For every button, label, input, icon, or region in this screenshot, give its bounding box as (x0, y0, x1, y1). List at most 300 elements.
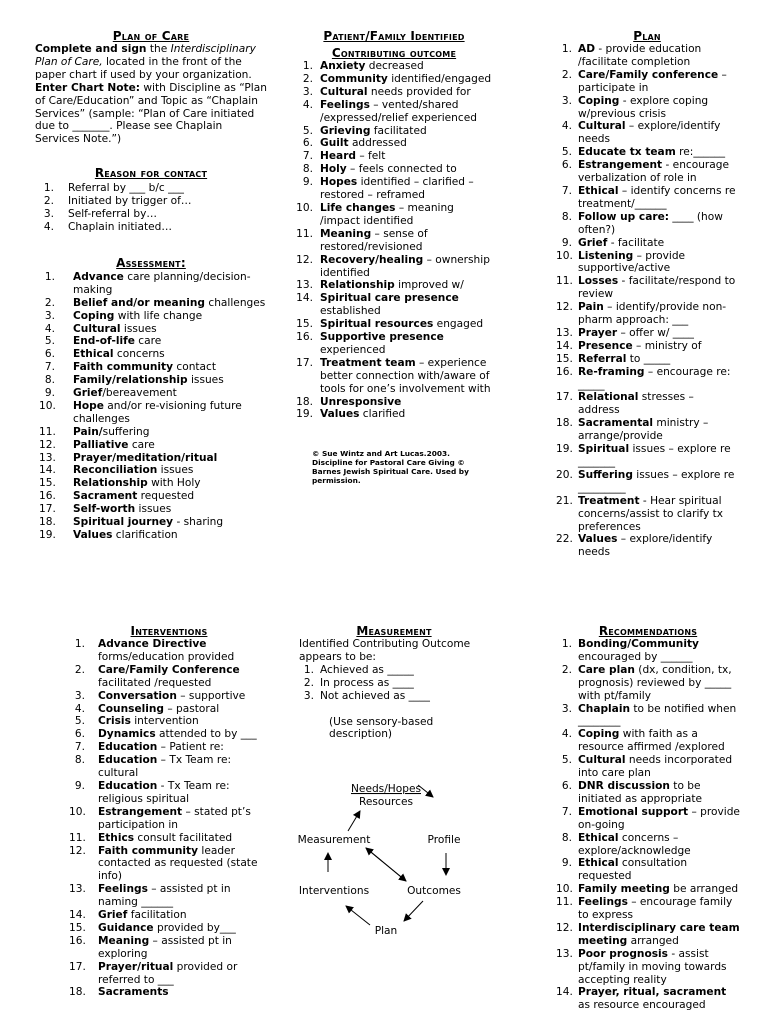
item-keyword: Reconciliation (73, 464, 158, 477)
item-text (73, 439, 267, 452)
plan-item (556, 443, 738, 469)
item-keyword: Cultural (578, 120, 626, 133)
item-detail: - Hear spiritual concerns/assist to clarify tx preferences (578, 494, 724, 533)
item-text (98, 754, 269, 780)
item-keyword: Prayer/meditation/ritual (73, 451, 218, 464)
outcome-item (296, 137, 492, 150)
item-detail: ministry – arrange/provide (578, 417, 709, 443)
item-detail: – experience better connection with/aware of tools for one’s involvement with (320, 356, 491, 395)
item-keyword: Prayer, ritual, sacrament (578, 986, 727, 999)
assessment-item (35, 400, 267, 426)
item-keyword: Ethics (98, 831, 135, 844)
item-keyword: Values (73, 529, 113, 541)
item-text (578, 211, 738, 237)
item-keyword: Guilt (320, 137, 349, 150)
item-keyword: Education (98, 741, 158, 754)
recommendations-item (556, 883, 740, 896)
item-number: 18. (296, 395, 313, 408)
item-number: 1. (43, 182, 54, 195)
item-number: 13. (556, 326, 573, 339)
item-number: 8. (302, 163, 313, 176)
item-number: 19. (296, 408, 313, 421)
measurement-item (296, 664, 492, 677)
item-keyword: Coping (578, 94, 620, 107)
plan-item (556, 237, 738, 250)
item-number: 2. (561, 663, 572, 676)
item-text (578, 857, 740, 883)
item-number: 21. (556, 494, 573, 507)
item-text (320, 202, 492, 228)
cycle-outcomes-label: Outcomes (407, 885, 461, 897)
outcome-item (296, 60, 492, 73)
item-keyword: Recovery/healing (320, 253, 424, 266)
item-text (578, 301, 738, 327)
item-detail: encouraged by ______ (578, 650, 693, 663)
item-number: 14. (556, 339, 573, 352)
plan-item (556, 185, 738, 211)
item-detail: - explore coping w/previous crisis (578, 94, 709, 120)
item-text (98, 780, 269, 806)
item-keyword: End-of-life (73, 335, 135, 348)
item-text (578, 340, 738, 353)
item-text (578, 391, 738, 417)
item-number: 1. (561, 638, 572, 650)
interventions-item (69, 832, 269, 845)
item-detail: with Holy (147, 477, 201, 490)
item-keyword: Self-worth (73, 503, 136, 516)
item-detail: /bereavement (102, 387, 177, 400)
item-keyword: Ethical (578, 857, 619, 870)
item-number: 16. (69, 934, 86, 947)
plan-item (556, 495, 738, 534)
plan-item (556, 301, 738, 327)
plan-list (556, 43, 738, 559)
assessment-item (35, 348, 267, 361)
interventions-item (69, 806, 269, 832)
recommendations-item (556, 754, 740, 780)
interventions-item (69, 922, 269, 935)
item-detail: – supportive (176, 689, 246, 702)
item-keyword: Spiritual journey (73, 516, 174, 529)
item-number: 5. (74, 715, 85, 728)
item-number: 15. (556, 352, 573, 365)
item-text: Self-referral by… (68, 208, 157, 221)
item-keyword: Spiritual resources (320, 318, 434, 331)
item-text (578, 638, 740, 664)
assessment-item (35, 374, 267, 387)
item-text (320, 163, 492, 176)
recommendations-item (556, 728, 740, 754)
item-number: 10. (39, 399, 56, 412)
item-keyword: Sacrament (73, 490, 138, 503)
item-number: 22. (556, 533, 573, 546)
item-detail: identified – clarified –restored – reframed (320, 176, 474, 202)
item-number: 18. (39, 516, 56, 529)
recommendations-item (556, 948, 740, 987)
item-detail: - encourage verbalization of role in (578, 159, 730, 185)
item-number: 2. (44, 296, 55, 309)
recommendations-heading: Recommendations (598, 624, 698, 638)
item-text (73, 464, 267, 477)
outcome-item (296, 318, 492, 331)
item-detail: – Patient re: (157, 741, 224, 754)
item-detail: – sense of restored/revisioned (320, 227, 428, 253)
item-detail: consult facilitated (134, 831, 233, 844)
plan-item (556, 533, 738, 559)
interventions-item (69, 638, 269, 664)
item-number: 13. (296, 279, 313, 292)
item-text (73, 361, 267, 374)
item-text (98, 909, 269, 922)
item-number: 15. (69, 921, 86, 934)
reason-item (35, 208, 267, 221)
item-keyword: Meaning (98, 934, 150, 947)
item-keyword: Sacraments (98, 986, 169, 999)
item-detail: – meaning /impact identified (320, 201, 454, 227)
item-keyword: Treatment (578, 494, 640, 507)
item-number: 12. (39, 438, 56, 451)
item-number: 14. (556, 986, 573, 999)
item-keyword: Prayer/ritual (98, 960, 174, 973)
item-detail: issues (157, 464, 194, 477)
item-detail: challenges (205, 296, 266, 309)
plan-of-care-heading: Plan of Care (112, 29, 190, 43)
care-cycle-diagram (290, 775, 490, 940)
item-keyword: Spiritual care presence (320, 292, 459, 305)
item-number: 5. (561, 754, 572, 767)
item-text (320, 228, 492, 254)
item-keyword: Listening (578, 249, 634, 262)
item-detail: – encourage re: _____ (578, 365, 731, 391)
item-keyword: Presence (578, 339, 633, 352)
item-text (578, 664, 740, 703)
item-text (578, 95, 738, 121)
item-text (320, 137, 492, 150)
item-text (320, 279, 492, 292)
interventions-item (69, 986, 269, 999)
interventions-item (69, 741, 269, 754)
recommendations-item (556, 986, 740, 1012)
cycle-plan-label: Plan (374, 925, 398, 937)
item-text (73, 516, 267, 529)
chart-note-instructions (35, 82, 267, 147)
item-detail: – explore/identify needs (578, 533, 713, 559)
outcome-heading-2: Contributing outcome (331, 46, 457, 60)
item-text (320, 318, 492, 331)
assessment-item (35, 464, 267, 477)
item-detail: issues (187, 374, 224, 387)
item-keyword: Hope (73, 399, 104, 412)
item-text: Achieved as _____ (320, 663, 414, 676)
item-keyword: Advance (73, 270, 124, 283)
item-keyword: Family meeting (578, 883, 670, 896)
outcome-list (296, 60, 492, 421)
item-detail: issues (135, 503, 172, 516)
assessment-item (35, 323, 267, 336)
item-text (73, 297, 267, 310)
item-text (98, 728, 269, 741)
item-number: 2. (302, 72, 313, 85)
item-text (578, 703, 740, 729)
item-text (98, 922, 269, 935)
item-keyword: Cultural (578, 754, 626, 767)
item-number: 4. (74, 702, 85, 715)
interventions-item (69, 935, 269, 961)
item-text (578, 883, 740, 896)
chart-note-text: with Discipline as “Plan of Care/Education” and Topic as “Chaplain Services” (sample: “Plan of Care initiated due to _______. Please see Chaplain Services Note.”) (35, 81, 267, 146)
item-detail: leader contacted as requested (state info) (98, 844, 258, 883)
cycle-measurement-label: Measurement (297, 834, 371, 846)
item-text (578, 896, 740, 922)
item-keyword: Community (320, 72, 388, 85)
item-number: 11. (69, 831, 86, 844)
item-number: 12. (556, 301, 573, 314)
item-detail: – pastoral (164, 702, 220, 715)
item-number: 11. (556, 275, 573, 288)
recommendations-item (556, 780, 740, 806)
item-keyword: Coping (578, 728, 620, 741)
item-keyword: Estrangement (98, 805, 183, 818)
item-number: 8. (44, 374, 55, 387)
recommendations-item (556, 806, 740, 832)
reason-item (35, 195, 267, 208)
plan-item (556, 353, 738, 366)
item-detail: suffering (102, 425, 150, 438)
item-detail: issues – explore re _______ (578, 443, 731, 468)
item-text (578, 806, 740, 832)
plan-item (556, 417, 738, 443)
item-number: 1. (74, 638, 85, 650)
recommendations-column (556, 624, 740, 1012)
item-number: 2. (561, 68, 572, 81)
item-number: 4. (43, 220, 54, 233)
item-keyword: Dynamics (98, 728, 156, 741)
item-text (578, 185, 738, 211)
item-detail: facilitated (370, 124, 427, 137)
outcome-item (296, 396, 492, 409)
item-detail: – stated pt’s participation in (98, 805, 251, 831)
measurement-item (296, 690, 492, 703)
plan-item (556, 69, 738, 95)
copyright-note: © Sue Wintz and Art Lucas.2003. Discipline for Pastoral Care Giving © Barnes Jewish Spiritual Care. Used by permission. (312, 449, 469, 486)
item-number: 12. (296, 253, 313, 266)
measurement-list (296, 664, 492, 703)
item-detail: stresses – address (578, 391, 694, 417)
item-keyword: Sacramental (578, 417, 654, 430)
interventions-item (69, 664, 269, 690)
item-keyword: Relationship (320, 279, 395, 292)
item-detail: arranged (627, 934, 679, 947)
item-keyword: Bonding/Community (578, 638, 699, 650)
item-detail: established (320, 305, 381, 318)
item-detail: identified/engaged (387, 72, 492, 85)
assessment-item (35, 490, 267, 503)
item-text (98, 845, 269, 884)
item-text (578, 986, 740, 1012)
recommendations-item (556, 638, 740, 664)
item-detail: - facilitate (607, 236, 665, 249)
item-keyword: Feelings (98, 883, 148, 896)
item-number: 6. (44, 348, 55, 361)
intro-text-a: the (146, 43, 171, 55)
item-number: 15. (296, 318, 313, 331)
item-number: 6. (74, 728, 85, 741)
item-detail: intervention (130, 715, 199, 728)
item-keyword: Meaning (320, 227, 372, 240)
item-keyword: Feelings (578, 896, 628, 909)
item-keyword: Ethical (73, 348, 114, 361)
outcome-item (296, 163, 492, 176)
item-number: 7. (302, 150, 313, 163)
item-detail: – provide on-going (578, 805, 740, 831)
interventions-item (69, 845, 269, 884)
item-text (578, 159, 738, 185)
item-text (73, 323, 267, 336)
item-keyword: Grieving (320, 124, 371, 137)
item-detail: care (134, 335, 162, 348)
item-number: 17. (296, 356, 313, 369)
item-detail: addressed (348, 137, 407, 150)
plan-of-care-column (35, 29, 267, 542)
item-text (578, 922, 740, 948)
item-number: 6. (561, 779, 572, 792)
item-detail: facilitation (127, 909, 187, 922)
item-text (578, 780, 740, 806)
item-keyword: Faith community (98, 844, 199, 857)
item-keyword: Crisis (98, 715, 131, 728)
item-detail: consultation requested (578, 857, 688, 883)
item-text (98, 883, 269, 909)
item-number: 7. (44, 361, 55, 374)
measurement-note: (Use sensory-based description) (329, 715, 434, 741)
item-number: 6. (561, 159, 572, 172)
item-keyword: Cultural (320, 85, 368, 98)
recommendations-list (556, 638, 740, 1012)
assessment-item (35, 310, 267, 323)
item-text (73, 310, 267, 323)
outcome-item (296, 99, 492, 125)
item-text (578, 948, 740, 987)
item-text: Referral by ___ b/c ___ (68, 182, 184, 195)
item-text (73, 400, 267, 426)
intro-italic: Interdisciplinary Plan of Care, (35, 43, 256, 68)
item-text (320, 254, 492, 280)
item-keyword: Palliative (73, 438, 129, 451)
item-text (73, 271, 267, 297)
item-detail: - sharing (173, 516, 224, 529)
plan-item (556, 120, 738, 146)
item-number: 2. (303, 676, 314, 689)
item-keyword: Prayer (578, 326, 618, 339)
item-text (578, 754, 740, 780)
item-keyword: Educate tx team (578, 146, 676, 159)
item-detail: to be initiated as appropriate (578, 779, 703, 805)
item-detail: contact (173, 361, 217, 374)
item-detail: ____ (how often?) (578, 210, 723, 236)
interventions-item (69, 715, 269, 728)
plan-item (556, 146, 738, 159)
item-text (320, 396, 492, 409)
item-number: 8. (74, 754, 85, 767)
item-number: 16. (296, 331, 313, 344)
item-number: 16. (39, 490, 56, 503)
item-text: Initiated by trigger of… (68, 195, 192, 208)
item-text (578, 832, 740, 858)
item-number: 19. (39, 529, 56, 541)
item-number: 14. (39, 464, 56, 477)
item-text (98, 986, 269, 999)
outcome-item (296, 202, 492, 228)
item-number: 15. (39, 477, 56, 490)
item-text (320, 125, 492, 138)
item-text (73, 387, 267, 400)
interventions-heading: Interventions (130, 624, 208, 638)
item-keyword: Anxiety (320, 60, 366, 72)
item-keyword: Faith community (73, 361, 174, 374)
item-number: 3. (44, 309, 55, 322)
measurement-intro: Identified Contributing Outcome appears to be: (299, 638, 471, 663)
item-keyword: Chaplain (578, 702, 631, 715)
item-keyword: Values (320, 408, 360, 421)
item-number: 3. (74, 689, 85, 702)
item-detail: clarified (359, 408, 406, 421)
item-keyword: Treatment team (320, 356, 416, 369)
outcome-item (296, 408, 492, 421)
item-text (578, 237, 738, 250)
item-number: 4. (561, 728, 572, 741)
interventions-item (69, 728, 269, 741)
item-number: 9. (561, 236, 572, 249)
item-text (578, 366, 738, 392)
item-number: 11. (39, 425, 56, 438)
interventions-item (69, 883, 269, 909)
item-text (578, 250, 738, 276)
plan-item (556, 211, 738, 237)
recommendations-item (556, 857, 740, 883)
item-number: 3. (561, 94, 572, 107)
item-text (98, 935, 269, 961)
arrow-plan-to-interventions (346, 906, 370, 925)
item-detail: issues (120, 322, 157, 335)
item-text (320, 292, 492, 318)
plan-item (556, 275, 738, 301)
item-number: 10. (69, 805, 86, 818)
item-detail: – identify concerns re treatment/______ (578, 184, 736, 210)
item-text (98, 703, 269, 716)
item-text (73, 477, 267, 490)
assessment-heading: Assessment: (116, 255, 186, 270)
item-detail: requested (137, 490, 195, 503)
item-number: 4. (302, 98, 313, 111)
reason-item (35, 221, 267, 234)
item-keyword: Family/relationship (73, 374, 188, 387)
item-number: 8. (561, 831, 572, 844)
item-number: 5. (302, 124, 313, 137)
item-number: 18. (69, 986, 86, 999)
plan-item (556, 95, 738, 121)
item-number: 5. (561, 146, 572, 159)
item-text (578, 353, 738, 366)
item-number: 19. (556, 443, 573, 456)
plan-item (556, 469, 738, 495)
item-text (578, 69, 738, 95)
outcome-item (296, 150, 492, 163)
outcome-item (296, 176, 492, 202)
item-number: 3. (302, 85, 313, 98)
item-number: 12. (69, 844, 86, 857)
item-keyword: Care plan (578, 663, 635, 676)
recommendations-item (556, 922, 740, 948)
